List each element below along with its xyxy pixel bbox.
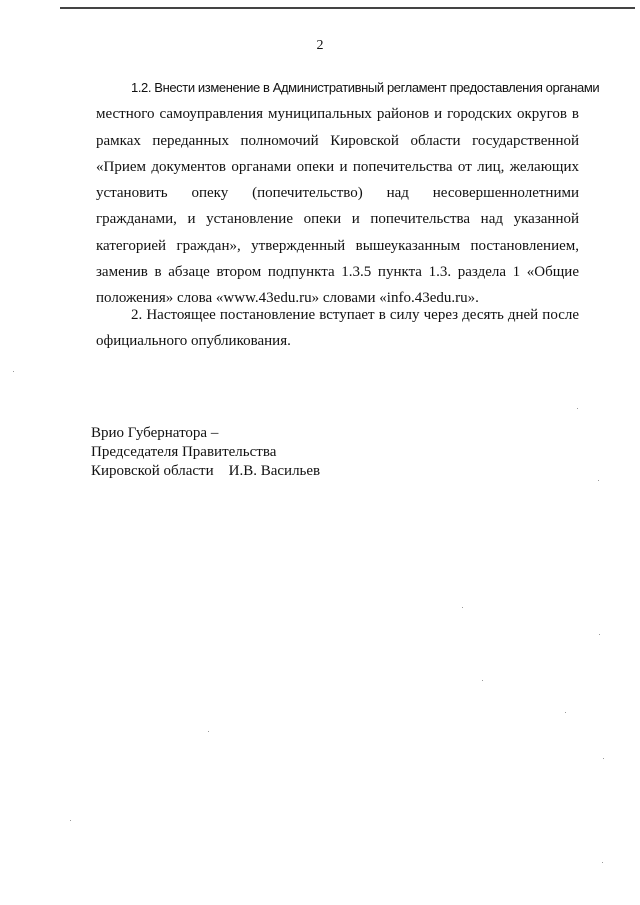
signature-block bbox=[91, 424, 320, 481]
paragraph-line: положения» слова «www.43edu.ru» словами «info.43edu.ru». bbox=[96, 290, 479, 307]
scan-speck bbox=[598, 480, 599, 481]
paragraph-line: установить опеку (попечительство) над несовершеннолетними bbox=[96, 185, 579, 202]
scan-speck bbox=[208, 731, 209, 732]
signature-name-line: Кировской области И.В. Васильев bbox=[91, 463, 321, 479]
paragraph-line: «Прием документов органами опеки и попечительства от лиц, желающих bbox=[96, 158, 579, 175]
scan-speck bbox=[599, 634, 600, 635]
paragraph-line: гражданами, и установление опеки и попечительства над указанной bbox=[96, 211, 579, 228]
top-scan-border bbox=[60, 7, 635, 9]
page-number: 2 bbox=[316, 38, 324, 53]
paragraph-line: местного самоуправления муниципальных районов и городских округов в bbox=[96, 106, 579, 123]
paragraph-2 bbox=[96, 302, 579, 355]
scan-speck bbox=[577, 408, 578, 409]
scan-speck bbox=[462, 607, 463, 608]
paragraph-line: 1.2. Внести изменение в Административный регламент предоставления органами bbox=[131, 80, 600, 95]
paragraph-line: 2. Настоящее постановление вступает в силу через десять дней после bbox=[131, 307, 579, 323]
paragraph-line: рамках переданных полномочий Кировской области государственной bbox=[96, 132, 579, 149]
paragraph-line: официального опубликования. bbox=[96, 333, 291, 350]
scan-speck bbox=[70, 820, 71, 821]
scan-speck bbox=[603, 758, 604, 759]
paragraph-line: заменив в абзаце втором подпункта 1.3.5 пункта 1.3. раздела 1 «Общие bbox=[96, 264, 579, 281]
scan-speck bbox=[482, 680, 483, 681]
signature-title-line-1: Врио Губернатора – bbox=[91, 425, 219, 441]
scan-speck bbox=[602, 862, 603, 863]
paragraph-line: категорией граждан», утвержденный вышеуказанным постановлением, bbox=[96, 237, 579, 254]
scan-speck bbox=[13, 371, 14, 372]
scan-speck bbox=[565, 712, 566, 713]
paragraph-1-2 bbox=[96, 75, 600, 312]
signature-title-line-2: Председателя Правительства bbox=[91, 444, 277, 460]
